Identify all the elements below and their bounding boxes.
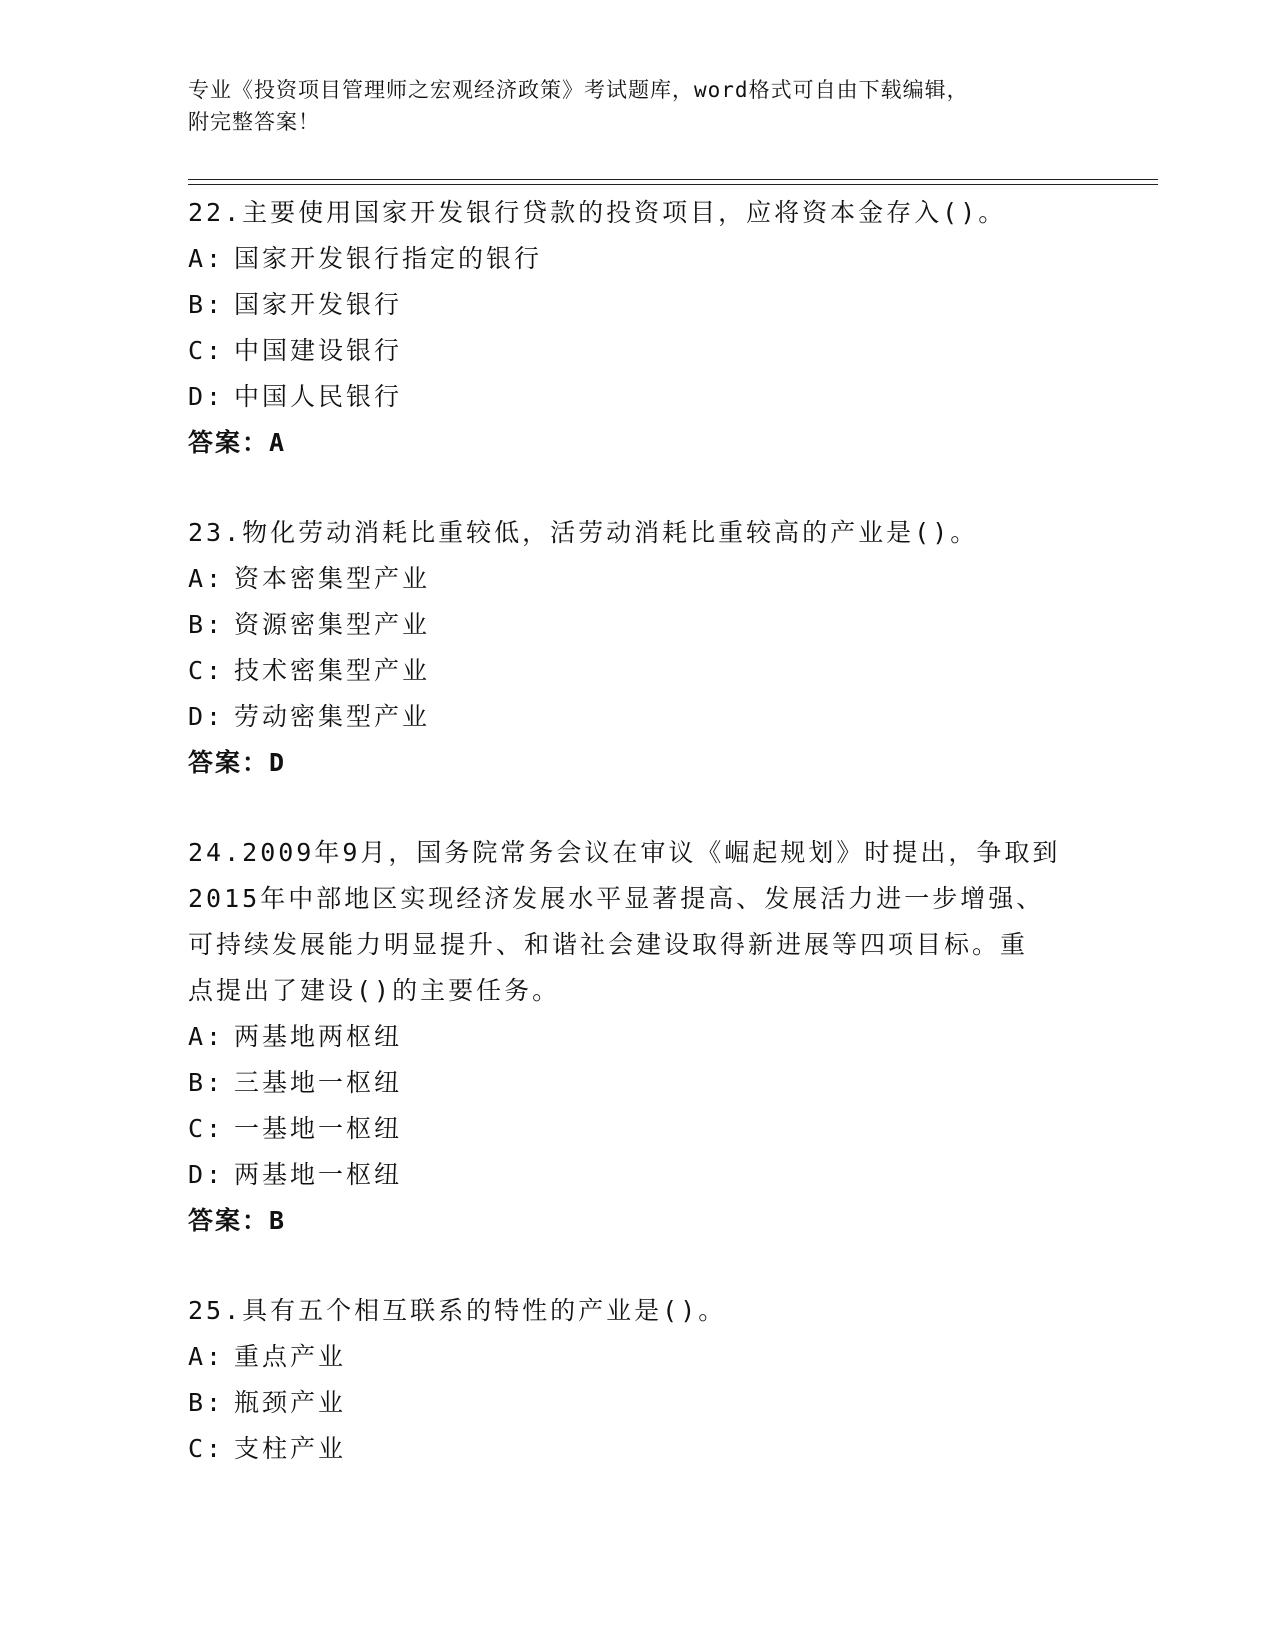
- option-b: [188, 602, 1088, 648]
- option-letter: B:: [188, 1068, 225, 1097]
- answer-label: 答案：B: [188, 1206, 287, 1235]
- option-text: 国家开发银行: [234, 290, 403, 319]
- header-line-2: 附完整答案！: [188, 110, 320, 134]
- question-24: [188, 830, 1088, 1244]
- option-letter: D:: [188, 702, 225, 731]
- option-d: [188, 694, 1088, 740]
- option-letter: C:: [188, 656, 225, 685]
- option-letter: D:: [188, 382, 225, 411]
- question-stem: 25.具有五个相互联系的特性的产业是()。: [188, 1296, 727, 1325]
- option-text: 重点产业: [234, 1342, 347, 1371]
- document-header: [188, 74, 1088, 138]
- option-text: 劳动密集型产业: [234, 702, 431, 731]
- option-a: [188, 1014, 1088, 1060]
- option-a: [188, 1334, 1088, 1380]
- option-d: [188, 1152, 1088, 1198]
- option-text: 一基地一枢纽: [234, 1114, 403, 1143]
- option-letter: C:: [188, 1114, 225, 1143]
- option-text: 国家开发银行指定的银行: [234, 244, 543, 273]
- option-letter: B:: [188, 290, 225, 319]
- answer-label: 答案：A: [188, 428, 287, 457]
- option-text: 三基地一枢纽: [234, 1068, 403, 1097]
- header-line-1: 专业《投资项目管理师之宏观经济政策》考试题库，word格式可自由下载编辑，: [188, 78, 969, 102]
- question-stem-line: 可持续发展能力明显提升、和谐社会建设取得新进展等四项目标。重: [188, 930, 1029, 959]
- question-stem-line: 24.2009年9月，国务院常务会议在审议《崛起规划》时提出，争取到: [188, 838, 1061, 867]
- option-c: [188, 328, 1088, 374]
- option-text: 中国人民银行: [234, 382, 403, 411]
- option-letter: A:: [188, 564, 225, 593]
- option-letter: A:: [188, 1342, 225, 1371]
- option-d: [188, 374, 1088, 420]
- option-letter: D:: [188, 1160, 225, 1189]
- option-c: [188, 1106, 1088, 1152]
- option-b: [188, 1060, 1088, 1106]
- option-text: 技术密集型产业: [234, 656, 431, 685]
- option-letter: B:: [188, 610, 225, 639]
- option-text: 两基地一枢纽: [234, 1160, 403, 1189]
- option-letter: A:: [188, 1022, 225, 1051]
- option-text: 瓶颈产业: [234, 1388, 347, 1417]
- answer-label: 答案：D: [188, 748, 287, 777]
- option-a: [188, 556, 1088, 602]
- option-c: [188, 1426, 1088, 1472]
- option-text: 中国建设银行: [234, 336, 403, 365]
- option-c: [188, 648, 1088, 694]
- option-text: 两基地两枢纽: [234, 1022, 403, 1051]
- option-letter: C:: [188, 1434, 225, 1463]
- question-stem-line: 点提出了建设()的主要任务。: [188, 976, 561, 1005]
- question-stem-line: 2015年中部地区实现经济发展水平显著提高、发展活力进一步增强、: [188, 884, 1045, 913]
- header-divider-top: [188, 179, 1158, 180]
- option-text: 资本密集型产业: [234, 564, 431, 593]
- option-letter: C:: [188, 336, 225, 365]
- header-divider-bottom: [188, 184, 1158, 185]
- option-letter: B:: [188, 1388, 225, 1417]
- question-stem: 22.主要使用国家开发银行贷款的投资项目，应将资本金存入()。: [188, 198, 1007, 227]
- question-25: [188, 1288, 1088, 1472]
- option-letter: A:: [188, 244, 225, 273]
- question-23: [188, 510, 1088, 786]
- question-22: [188, 190, 1088, 466]
- option-a: [188, 236, 1088, 282]
- option-b: [188, 282, 1088, 328]
- question-list: [188, 190, 1088, 1516]
- option-text: 支柱产业: [234, 1434, 347, 1463]
- option-text: 资源密集型产业: [234, 610, 431, 639]
- option-b: [188, 1380, 1088, 1426]
- question-stem: 23.物化劳动消耗比重较低，活劳动消耗比重较高的产业是()。: [188, 518, 979, 547]
